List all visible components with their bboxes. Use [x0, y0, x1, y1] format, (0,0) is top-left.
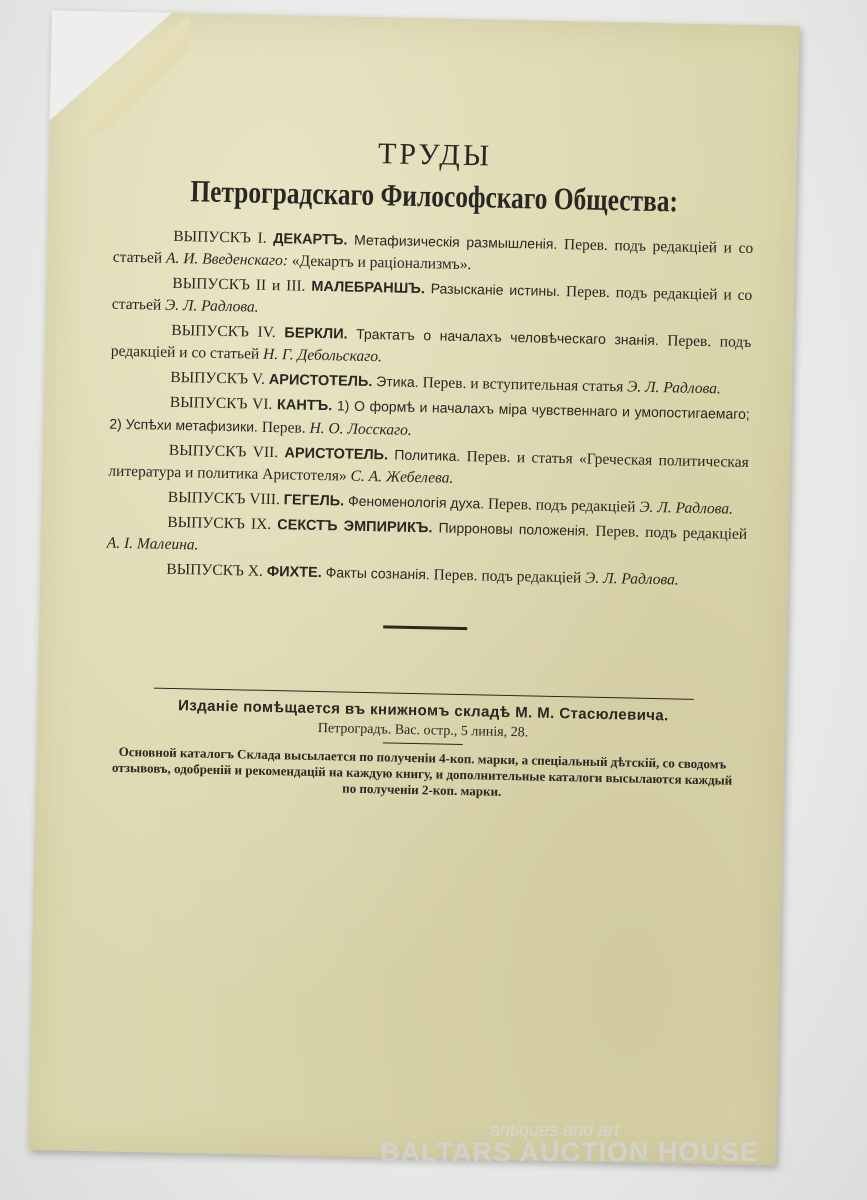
issue-editor: А. I. Малеина.: [106, 534, 199, 554]
issue-text: Перев. подъ редакціей: [433, 566, 582, 587]
issue-label: ВЫПУСКЪ II и III.: [172, 274, 306, 295]
issue-work: Пирроновы положенія.: [438, 519, 590, 539]
publisher-address: Петроградъ. Вас. остр., 5 линія, 28.: [317, 721, 529, 741]
issue-author: ДЕКАРТЪ.: [273, 230, 348, 249]
issue-label: ВЫПУСКЪ I.: [173, 227, 267, 247]
issue-text: Перев.: [261, 418, 306, 437]
issue-label: ВЫПУСКЪ V.: [170, 368, 266, 388]
series-title: ТРУДЫ: [377, 137, 493, 173]
publisher-line: Изданіе помѣщается въ книжномъ складѣ М. М. Стасюлевича.: [177, 697, 669, 725]
issue-work: Политика.: [394, 446, 461, 464]
issue-author: ФИХТЕ.: [266, 563, 322, 582]
issue-author: ГЕГЕЛЬ.: [283, 492, 345, 510]
issue-editor: Э. Л. Радлова.: [584, 569, 679, 589]
issue-editor: Э. Л. Радлова.: [627, 378, 721, 398]
issue-editor: Э. Л. Радлова.: [164, 296, 259, 316]
issue-author: СЕКСТЪ ЭМПИРИКЪ.: [277, 517, 433, 537]
issue-author: БЕРКЛИ.: [284, 325, 348, 343]
footer-small-rule: [383, 742, 463, 745]
issue-author: КАНТЪ.: [276, 397, 333, 415]
issue-text: Перев. и статья «Греческая политическая литература и политика Аристотеля»: [108, 448, 749, 485]
issue-editor: С. А. Жебелева.: [350, 467, 454, 487]
issue-text: Перев. подъ редакціей и со статьей: [111, 283, 753, 314]
book-back-cover: [28, 10, 800, 1165]
issue-list: [106, 224, 753, 593]
issue-text: Перев. и вступительная статья: [422, 374, 624, 396]
issue-text: Перев. подъ редакціей и со статьей: [112, 236, 754, 267]
watermark-name: BALTARS AUCTION HOUSE: [380, 1137, 759, 1167]
section-divider: [383, 625, 467, 630]
issue-label: ВЫПУСКЪ VIII.: [167, 488, 281, 509]
issue-label: ВЫПУСКЪ IX.: [167, 513, 272, 533]
issue-text: Перев. подъ редакціей: [487, 495, 636, 516]
issue-label: ВЫПУСКЪ X.: [166, 560, 264, 580]
issue-work: Метафизическія размышленія.: [353, 231, 558, 252]
watermark-tagline: antiques and art: [490, 1120, 620, 1140]
issue-author: АРИСТОТЕЛЬ.: [268, 371, 373, 391]
issue-text: Перев. подъ редакціей: [595, 522, 748, 543]
issue-tail: «Декартъ и раціонализмъ».: [291, 252, 472, 274]
issue-author: МАЛЕБРАНШЪ.: [311, 278, 426, 298]
society-name: Петроградскаго Философскаго Общества:: [190, 173, 679, 219]
issue-work: Феноменологія духа.: [347, 492, 485, 512]
issue-work: Факты сознанія.: [325, 564, 430, 583]
issue-editor: Н. О. Лосскаго.: [309, 419, 412, 439]
issue-editor: Э. Л. Радлова.: [639, 498, 734, 518]
issue-editor: А. И. Введенскаго:: [165, 249, 289, 270]
issue-label: ВЫПУСКЪ IV.: [171, 321, 276, 342]
issue-work: Разысканіе истины.: [430, 280, 561, 299]
issue-author: АРИСТОТЕЛЬ.: [284, 445, 389, 464]
issue-work: Этика.: [376, 373, 419, 391]
auction-watermark: [380, 1120, 820, 1168]
issue-text: Перев. подъ редакціей и со статьей: [110, 332, 752, 363]
issue-editor: Н. Г. Дебольскаго.: [262, 345, 383, 366]
cover-content: [102, 132, 756, 805]
issue-work: Трактатъ о началахъ человѣческаго знанія.: [356, 325, 659, 349]
issue-work: 1) О формѣ и началахъ міра чувственнаго и умопостигаемаго; 2) Успѣхи метафизики.: [109, 397, 750, 435]
catalog-note: Основной каталогъ Склада высылается по полученіи 4-коп. марки, а спеціальный дѣтскій, со сводомъ отзывовъ, одобреній и рекомендацій на каждую книгу, и дополнительные каталоги высылаются каждый по полученіи 2-коп. марки.: [111, 743, 733, 799]
issue-label: ВЫПУСКЪ VII.: [168, 441, 279, 462]
issue-label: ВЫПУСКЪ VI.: [169, 393, 273, 413]
